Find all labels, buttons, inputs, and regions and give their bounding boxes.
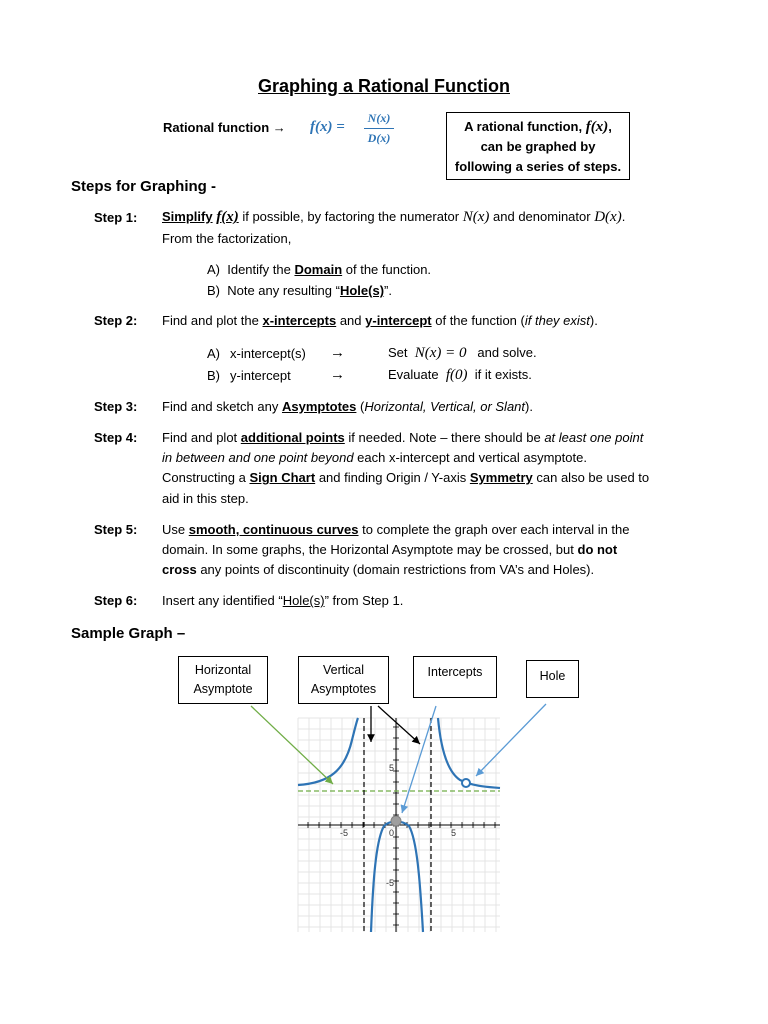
definition-label: Rational function → <box>163 120 286 135</box>
step5-label: Step 5: <box>94 522 138 537</box>
step2-post2: ). <box>589 313 598 328</box>
step2-row-b-name: y-intercept <box>230 368 291 383</box>
callout-hole: Hole <box>526 660 579 698</box>
step1-nx: N(x) <box>462 209 490 225</box>
step1-item-b-pre: Note any resulting “ <box>227 283 340 298</box>
step1-simplify: Simplify <box>162 209 213 224</box>
step3-key: Asymptotes <box>281 399 357 414</box>
step4-l1-italic: at least one point <box>544 430 644 445</box>
step5-l2-bold: do not <box>577 542 618 557</box>
tick-marks <box>308 727 495 925</box>
step2-row-a-label: A) <box>207 346 220 361</box>
step2-key2: y-intercept <box>365 313 432 328</box>
step2-row-b-post: if it exists. <box>474 367 532 382</box>
step1-period: . <box>621 209 626 224</box>
step6-post: ” from Step 1. <box>324 593 404 608</box>
callout-intercepts: Intercepts <box>413 656 497 698</box>
step2-row-a-action-text: Set <box>388 345 408 360</box>
step2-row-b-arrow: → <box>330 366 345 383</box>
step1-item-b-label: B) <box>207 283 220 298</box>
step2-mid: and <box>339 313 362 328</box>
step2-key1: x-intercepts <box>262 313 337 328</box>
step1-item-b-post: ”. <box>384 283 392 298</box>
step2-row-b-action-text: Evaluate <box>388 367 439 382</box>
callout-horizontal-line1: Horizontal <box>194 663 252 677</box>
step6-label: Step 6: <box>94 593 138 608</box>
step1-fx: f(x) <box>216 209 239 225</box>
step4-l3-key1: Sign Chart <box>249 470 316 485</box>
step2-row-b-label: B) <box>207 368 220 383</box>
definition-lhs: f(x) = <box>310 119 345 135</box>
step1-item-b-key: Hole(s) <box>339 283 385 298</box>
step1-item-a-label: A) <box>207 262 220 277</box>
step6-key: Hole(s) <box>282 593 325 608</box>
step5-l3-bold: cross <box>162 562 197 577</box>
x-tick-label: 0 <box>389 828 395 838</box>
step2-post1: of the function ( <box>435 313 525 328</box>
y-tick-label: -5 <box>386 878 395 888</box>
step4-l1-key: additional points <box>240 430 345 445</box>
hole-point <box>462 779 470 787</box>
step1-item-a-key: Domain <box>294 262 343 277</box>
step4-l1-pre: Find and plot <box>162 430 238 445</box>
step3-pre: Find and sketch any <box>162 399 279 414</box>
y-tick-label: 5 <box>389 763 395 773</box>
callout-horizontal-line2: Asymptote <box>193 682 253 696</box>
step4-l2-italic: in between and one point beyond <box>162 450 354 465</box>
step5-l3-post: any points of discontinuity (domain restrictions from VA’s and Holes). <box>200 562 595 577</box>
definition-numerator: N(x) <box>367 111 391 125</box>
step1-line2: From the factorization, <box>162 231 292 246</box>
step3-paren-open: ( <box>360 399 365 414</box>
step1-text-a: if possible, by factoring the numerator <box>242 209 460 224</box>
step4-l3-key2: Symmetry <box>469 470 533 485</box>
step2-row-a-post: and solve. <box>477 345 537 360</box>
step4-l1-mid: if needed. Note – there should be <box>348 430 541 445</box>
intercept-point <box>391 816 401 826</box>
step5-l1-key: smooth, continuous curves <box>188 522 359 537</box>
info-line1-post: , <box>608 119 612 134</box>
step4-l2-post: each x-intercept and vertical asymptote. <box>357 450 587 465</box>
sample-graph-heading: Sample Graph – <box>71 625 186 642</box>
info-line1-math: f(x) <box>585 119 609 135</box>
step5-l2-pre: domain. In some graphs, the Horizontal Asymptote may be crossed, but <box>162 542 574 557</box>
step4-l3-post: can also be used to <box>536 470 650 485</box>
step4-l3-pre: Constructing a <box>162 470 246 485</box>
callout-vertical-line1: Vertical <box>323 663 364 677</box>
step4-label: Step 4: <box>94 430 138 445</box>
steps-heading: Steps for Graphing - <box>71 178 217 195</box>
info-line2: can be graphed by <box>480 139 596 154</box>
step1-text-b: and denominator <box>493 209 591 224</box>
x-tick-label: 5 <box>451 828 457 838</box>
step3-paren-close: ). <box>525 399 533 414</box>
step1-dx: D(x) <box>594 209 622 225</box>
x-tick-label: -5 <box>340 828 349 838</box>
step3-label: Step 3: <box>94 399 138 414</box>
step5-l1-pre: Use <box>162 522 186 537</box>
step5-l1-post: to complete the graph over each interval in the <box>362 522 630 537</box>
info-line3: following a series of steps. <box>454 159 622 174</box>
step6-pre: Insert any identified “ <box>162 593 283 608</box>
step4-line4: aid in this step. <box>162 491 249 506</box>
definition-denominator: D(x) <box>367 131 391 145</box>
step2-row-b-math: f(0) <box>445 367 468 383</box>
page-title: Graphing a Rational Function <box>258 76 510 96</box>
step1-item-a-pre: Identify the <box>227 262 291 277</box>
step2-row-a-name: x-intercept(s) <box>230 346 306 361</box>
step1-label: Step 1: <box>94 210 138 225</box>
info-line1-pre: A rational function, <box>464 119 583 134</box>
step2-row-a-math: N(x) = 0 <box>414 345 467 361</box>
step4-l3-mid: and finding Origin / Y-axis <box>318 470 467 485</box>
step2-pre: Find and plot the <box>162 313 259 328</box>
step2-italic: if they exist <box>524 313 590 328</box>
step2-row-a-arrow: → <box>330 344 345 361</box>
callout-vertical-line2: Asymptotes <box>310 682 377 696</box>
step1-item-a-post: of the function. <box>345 262 432 277</box>
step2-label: Step 2: <box>94 313 138 328</box>
step3-italic: Horizontal, Vertical, or Slant <box>364 399 526 414</box>
